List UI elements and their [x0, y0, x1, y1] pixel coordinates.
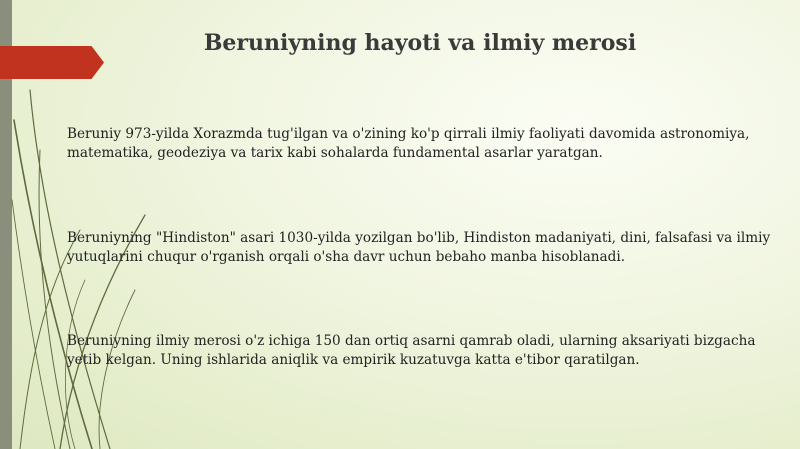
- paragraph-1: Beruniy 973-yilda Xorazmda tug'ilgan va o'zining ko'p qirrali ilmiy faoliyati davomida astronomiya, matematika, geodeziya va tarix kabi sohalarda fundamental asarlar yaratgan.: [67, 126, 750, 161]
- paragraph-3: Beruniyning ilmiy merosi o'z ichiga 150 dan ortiq asarni qamrab oladi, ularning aksariyati bizgacha yetib kelgan. Uning ishlarida aniqlik va empirik kuzatuvga katta e'tibor qaratilgan.: [67, 333, 756, 368]
- accent-arrow: [0, 46, 104, 79]
- slide-title: Beruniyning hayoti va ilmiy merosi: [203, 30, 637, 56]
- paragraph-2: Beruniyning "Hindiston" asari 1030-yilda yozilgan bo'lib, Hindiston madaniyati, dini, falsafasi va ilmiy yutuqlarini chuqur o'rganish orqali o'sha davr uchun bebaho manba hisoblanadi.: [67, 230, 771, 265]
